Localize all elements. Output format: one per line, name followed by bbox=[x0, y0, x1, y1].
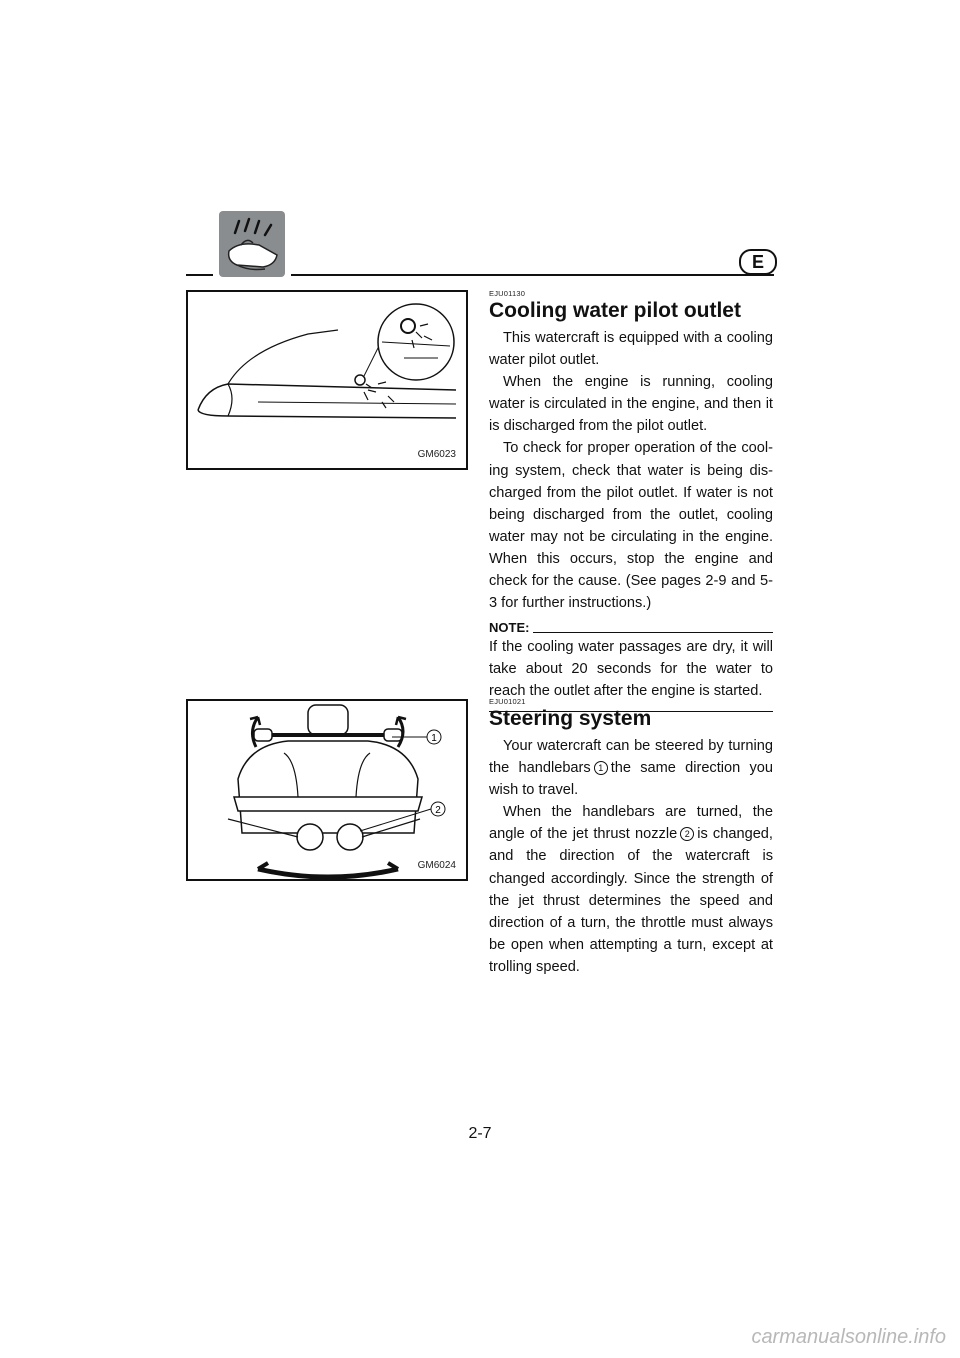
cooling-section bbox=[489, 289, 773, 712]
paragraph: This watercraft is equipped with a cooling water pilot outlet. bbox=[489, 330, 773, 369]
figure-callout-2: 2 bbox=[435, 805, 441, 816]
language-badge: E bbox=[739, 249, 777, 275]
text-run: When the handlebars are turned, the angle of the jet thrust nozzle bbox=[489, 804, 773, 843]
figure-code: GM6023 bbox=[417, 449, 456, 460]
note-header bbox=[489, 620, 773, 636]
steering-figure bbox=[186, 699, 468, 881]
section-title: Cooling water pilot outlet bbox=[489, 299, 741, 322]
figure-callout-1: 1 bbox=[431, 733, 437, 744]
section-code: EJU01021 bbox=[489, 697, 526, 706]
figure-code: GM6024 bbox=[417, 860, 456, 871]
section-title: Steering system bbox=[489, 707, 652, 730]
callout-ref: 2 bbox=[680, 827, 694, 841]
paragraph bbox=[489, 735, 773, 801]
watercraft-icon bbox=[219, 211, 285, 277]
text-run: the same direction you wish to travel. bbox=[489, 760, 773, 799]
steering-section bbox=[489, 697, 773, 978]
text-run: Your watercraft can be steered by turning the handlebars bbox=[489, 738, 773, 777]
paragraph: To check for proper operation of the cool-ing system, check that water is being dis-charged from the pilot outlet. If water is not being discharged from the outlet, cooling water may not be circulating in the engine. When this occurs, stop the engine and check for the cause. (See pages 2-9 and 5-3 for further instructions.) bbox=[489, 440, 773, 612]
note-text: If the cooling water passages are dry, it will take about 20 seconds for the water to reach the outlet after the engine is started. bbox=[489, 639, 773, 700]
note-label: NOTE: bbox=[489, 620, 530, 636]
text-run: is changed, and the direction of the watercraft is changed accordingly. Since the strength of the jet thrust determines the speed and direction of a turn, the throttle must always be open when attempting a turn, except at trolling speed. bbox=[489, 826, 773, 975]
callout-ref: 1 bbox=[594, 761, 608, 775]
watermark: carmanualsonline.info bbox=[751, 1326, 946, 1348]
note-rule bbox=[533, 632, 773, 633]
paragraph bbox=[489, 801, 773, 978]
section-code: EJU01130 bbox=[489, 289, 526, 298]
paragraph: When the engine is running, cooling water is circulated in the engine, and then it is discharged from the pilot outlet. bbox=[489, 374, 773, 435]
page-number: 2-7 bbox=[468, 1125, 492, 1142]
cooling-outlet-figure bbox=[186, 290, 468, 470]
